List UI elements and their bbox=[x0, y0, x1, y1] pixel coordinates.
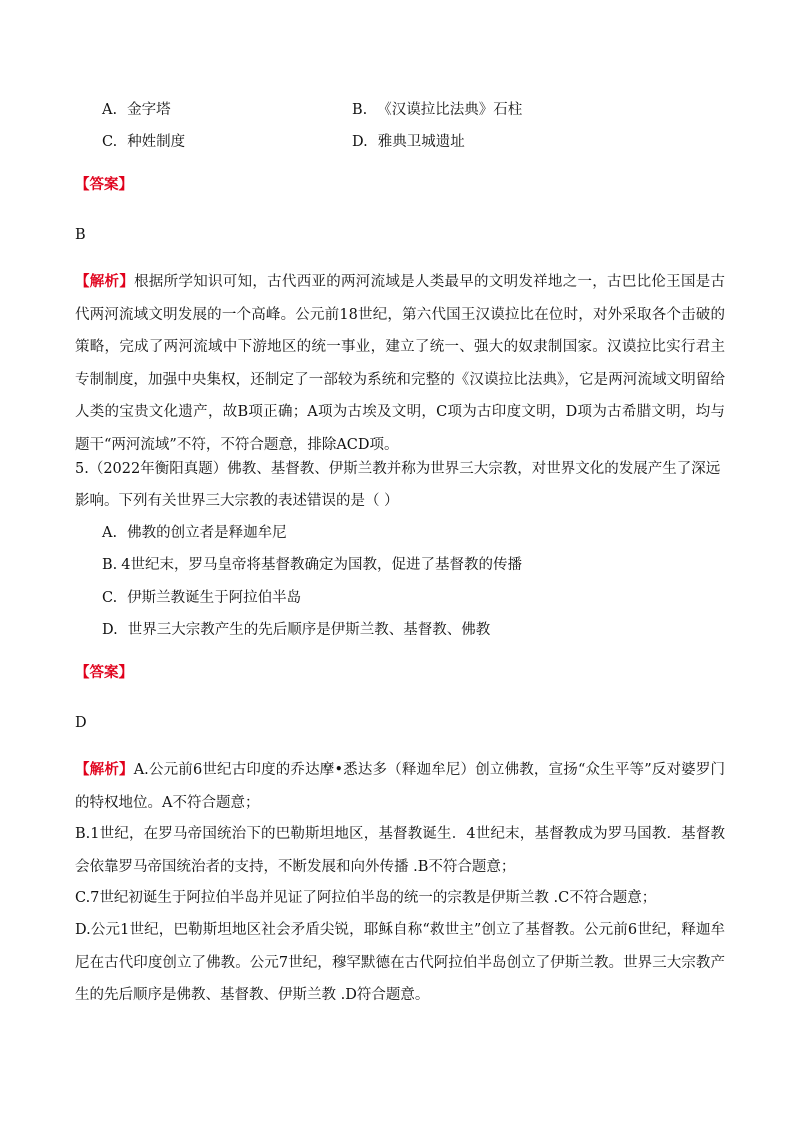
q5-analysis-b bbox=[75, 818, 725, 883]
q5-answer: D bbox=[75, 715, 87, 731]
q4-option-a bbox=[102, 100, 171, 120]
option-text: 金字塔 bbox=[127, 102, 171, 118]
option-text: 《汉谟拉比法典》石柱 bbox=[377, 102, 523, 118]
analysis-tag: 【解析】 bbox=[75, 273, 135, 290]
option-label: B. bbox=[102, 557, 118, 573]
analysis-text: 根据所学知识可知，古代西亚的两河流域是人类最早的文明发祥地之一，古巴比伦王国是古代两河流域文明发展的一个高峰。公元前18世纪，第六代国王汉谟拉比在位时，对外采取各个击破的策略，完成了两河流域中下游地区的统一事业，建立了统一、强大的奴隶制国家。汉谟拉比实行君主专制制度，加强中央集权，还制定了一部较为系统和完整的《汉谟拉比法典》，它是两河流域文明留给人类的宝贵文化遗产，故B项正确；A项为古埃及文明，C项为古印度文明，D项为古希腊文明，均与题干“两河流域”不符，不符合题意，排除ACD项。 bbox=[75, 274, 726, 453]
option-text: 伊斯兰教诞生于阿拉伯半岛 bbox=[127, 590, 302, 606]
q5-analysis-c bbox=[75, 882, 725, 915]
q4-analysis bbox=[75, 266, 725, 461]
q4-option-c bbox=[102, 132, 185, 152]
q5-option-c bbox=[102, 588, 301, 608]
analysis-text-a: A.公元前6世纪古印度的乔达摩•悉达多（释迦牟尼）创立佛教，宣扬“众生平等”反对婆罗门的特权地位。A不符合题意； bbox=[75, 762, 726, 811]
q5-stem-line1: 5.（2022年衡阳真题）佛教、基督教、伊斯兰教并称为世界三大宗教，对世界文化的发展产生了深远 bbox=[75, 461, 721, 477]
q5-stem-line2: 影响。下列有关世界三大宗教的表述错误的是（ ） bbox=[75, 493, 399, 509]
option-label: D. bbox=[352, 134, 368, 150]
option-label: A. bbox=[102, 102, 118, 118]
q4-answer: B bbox=[75, 227, 86, 243]
q5-option-b bbox=[102, 555, 522, 575]
option-label: A. bbox=[102, 525, 118, 541]
q5-analysis-d bbox=[75, 914, 725, 1012]
option-text: 佛教的创立者是释迦牟尼 bbox=[127, 525, 287, 541]
option-text: 世界三大宗教产生的先后顺序是伊斯兰教、基督教、佛教 bbox=[127, 622, 491, 638]
analysis-text-b: B.1世纪，在罗马帝国统治下的巴勒斯坦地区，基督教诞生．4世纪末，基督教成为罗马国教．基督教会依靠罗马帝国统治者的支持，不断发展和向外传播 .B不符合题意； bbox=[75, 826, 725, 875]
option-label: C. bbox=[102, 590, 118, 606]
option-label: B. bbox=[352, 102, 368, 118]
analysis-text-c: C.7世纪初诞生于阿拉伯半岛并见证了阿拉伯半岛的统一的宗教是伊斯兰教 .C不符合题意； bbox=[75, 890, 657, 906]
option-text: 雅典卫城遗址 bbox=[377, 134, 465, 150]
q5-option-d bbox=[102, 620, 490, 640]
q4-option-d bbox=[352, 132, 465, 152]
q5-option-a bbox=[102, 523, 287, 543]
q4-answer-tag: 【答案】 bbox=[75, 176, 133, 193]
q4-option-b bbox=[352, 100, 522, 120]
analysis-tag: 【解析】 bbox=[75, 761, 134, 778]
option-label: C. bbox=[102, 134, 118, 150]
q5-analysis-a bbox=[75, 754, 725, 819]
option-text: 4世纪末，罗马皇帝将基督教确定为国教，促进了基督教的传播 bbox=[121, 557, 522, 573]
option-label: D. bbox=[102, 622, 118, 638]
analysis-text-d: D.公元1世纪，巴勒斯坦地区社会矛盾尖锐，耶稣自称“救世主”创立了基督教。公元前6世纪，释迦牟尼在古代印度创立了佛教。公元7世纪，穆罕默德在古代阿拉伯半岛创立了伊斯兰教。世界三大宗教产生的先后顺序是佛教、基督教、伊斯兰教 .D符合题意。 bbox=[75, 922, 725, 1003]
option-text: 种姓制度 bbox=[127, 134, 186, 150]
q5-answer-tag: 【答案】 bbox=[75, 664, 133, 681]
